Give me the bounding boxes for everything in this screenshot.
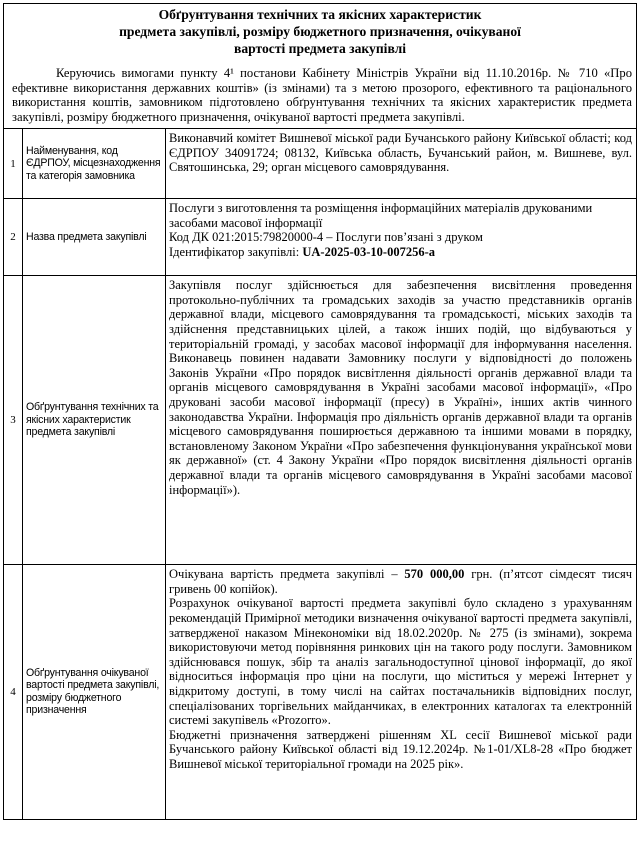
row-label: Назва предмета закупівлі	[23, 199, 166, 276]
row-label: Обґрунтування технічних та якісних характеристик предмета закупівлі	[23, 276, 166, 565]
budget-decision: Бюджетні призначення затверджені рішенням XL сесії Вишневої міської ради Бучанського району Київської області від 19.12.2024р. №1-01/XL8-28 «Про бюджет Вишневої міської територіальної громади на 2025 рік».	[169, 727, 632, 771]
table-row	[4, 129, 636, 199]
row-number: 3	[4, 276, 23, 565]
expected-cost	[169, 567, 632, 596]
procurement-id	[169, 245, 632, 260]
title-line-1: Обґрунтування технічних та якісних характеристик	[158, 7, 482, 22]
expected-cost-value: 570 000,00	[404, 567, 465, 582]
cost-justification	[166, 565, 637, 819]
table-row	[4, 199, 636, 276]
technical-justification: Закупівля послуг здійснюється для забезпечення висвітлення проведення протокольно-публічних та громадських заходів за участю представників органів державної влади, місцевого самоврядування та громадськості, міських заходів та здійснення представницьких цілей, а також інших подій, що відбуваються у територіальній громаді, у засобах масової інформації для інформування населення. Виконавець повинен надавати Замовнику послуги у відповідності до положень Законів України «Про порядок висвітлення діяльності органів державної влади та органів місцевого самоврядування в Україні засобами масової інформації», «Про друковані засоби масової інформації (пресу) в Україні», інших актів чинного законодавства України. Інформація про діяльність органів державної влади та органів місцевого самоврядування поширюється державною та іншими мовами в порядку, встановленому Законом України «Про забезпечення функціонування української мови як державної» (ст. 4 Закону України «Про порядок висвітлення діяльності органів державної влади та органів місцевого самоврядування в Україні засобами масової інформації»).	[166, 276, 637, 565]
row-number: 4	[4, 565, 23, 819]
row-label: Обґрунтування очікуваної вартості предмета закупівлі, розміру бюджетного призначення	[23, 565, 166, 819]
procurement-name	[166, 199, 637, 276]
title-line-2: предмета закупівлі, розміру бюджетного призначення, очікуваної	[119, 24, 521, 40]
customer-info: Виконавчий комітет Вишневої міської ради Бучанського району Київської області; код ЄДРПОУ 34091724; 08132, Київська область, Бучанський район, м. Вишневе, вул. Святошинська, 29; орган місцевого самоврядування.	[166, 129, 637, 199]
document-title	[4, 4, 636, 58]
table-row	[4, 565, 636, 819]
row-label: Найменування, код ЄДРПОУ, місцезнаходження та категорія замовника	[23, 129, 166, 199]
cost-calculation: Розрахунок очікуваної вартості предмета закупівлі було складено з урахуванням рекомендацій Примірної методики визначення очікуваної вартості предмета закупівлі, затвердженої наказом Мінекономіки від 18.02.2020р. № 275 (із змінами), зокрема використовуючи метод порівняння ринкових цін на такого роду послуги. Замовником здійснювався пошук, збір та аналіз загальнодоступної цінової інформації, до якої відноситься інформація про ціни на послуги, що міститься у мережі Інтернет у відкритому доступі, в тому числі на сайтах постачальників відповідних послуг, спеціалізованих торгівельних майданчиках, в електронних каталогах та електронній системі закупівель «Prozorro».	[169, 596, 632, 728]
table-row	[4, 276, 636, 565]
title-line-3: вартості предмета закупівлі	[233, 41, 407, 57]
expected-cost-suffix: грн. (п’ятсот сімдесят тисяч гривень 00 копійок).	[169, 567, 632, 596]
intro-paragraph: Керуючись вимогами пункту 4¹ постанови Кабінету Міністрів України від 11.10.2016р. № 710 «Про ефективне використання державних коштів» (із змінами) та з метою прозорого, ефективного та раціонального використання коштів, замовником підготовлено обґрунтування технічних та якісних характеристик предмета закупівлі, розміру бюджетного призначення, очікуваної вартості предмета закупівлі.	[12, 65, 632, 125]
expected-cost-prefix: Очікувана вартість предмета закупівлі –	[169, 567, 398, 582]
row-number: 2	[4, 199, 23, 276]
justification-table	[4, 128, 636, 819]
row-number: 1	[4, 129, 23, 199]
procurement-id-value: UA-2025-03-10-007256-a	[302, 245, 435, 260]
document-frame	[3, 3, 637, 820]
procurement-id-label: Ідентифікатор закупівлі:	[169, 245, 300, 260]
procurement-code: Код ДК 021:2015:79820000-4 – Послуги пов’язані з друком	[169, 230, 483, 245]
procurement-title: Послуги з виготовлення та розміщення інформаційних матеріалів друкованими засобами масової інформації	[169, 201, 593, 230]
